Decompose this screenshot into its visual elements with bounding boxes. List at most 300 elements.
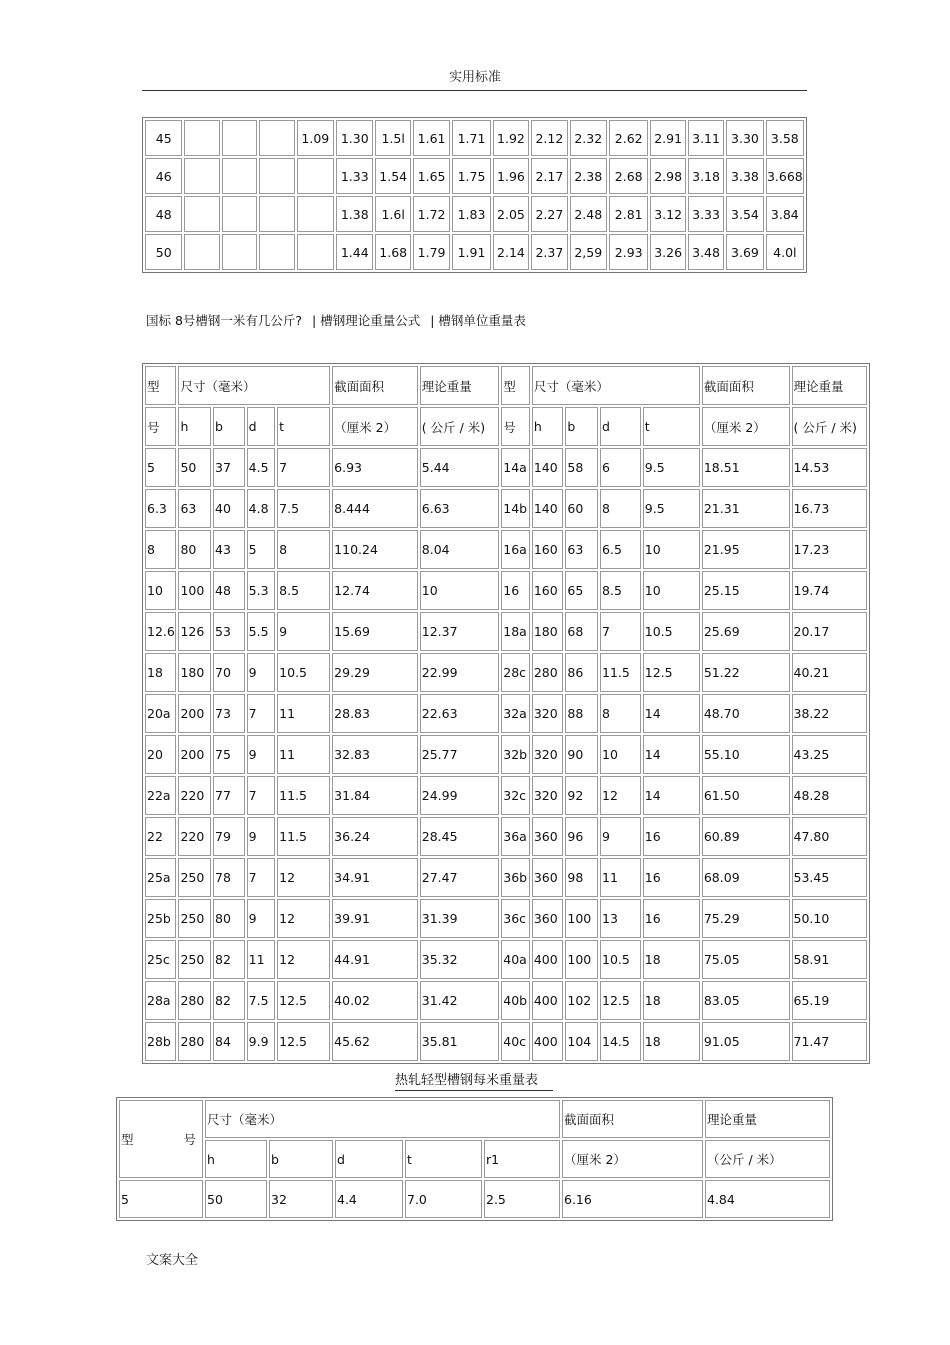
table-cell: 86 xyxy=(565,653,598,692)
table-cell: 6.3 xyxy=(145,489,176,528)
table-cell: 9 xyxy=(247,817,276,856)
table-cell xyxy=(222,158,257,194)
table-cell: 1.44 xyxy=(336,234,373,270)
table-cell: 2.91 xyxy=(650,120,685,156)
table-cell: 82 xyxy=(213,940,245,979)
table-cell xyxy=(222,120,257,156)
table-cell: 48 xyxy=(213,571,245,610)
t3-col-weight-unit: （公斤 / 米） xyxy=(705,1140,830,1178)
table-cell: 2.98 xyxy=(650,158,685,194)
table-cell: 400 xyxy=(532,981,564,1020)
table-row xyxy=(145,981,867,1020)
table-cell: 5.44 xyxy=(420,448,500,487)
table-cell: 9.5 xyxy=(643,448,700,487)
table-cell: 12.5 xyxy=(277,1022,330,1061)
table-cell: 47.80 xyxy=(792,817,867,856)
table-cell: 31.39 xyxy=(420,899,500,938)
table-row xyxy=(145,899,867,938)
table-cell: 83.05 xyxy=(702,981,790,1020)
table-cell: 11.5 xyxy=(277,776,330,815)
table-cell: 31.84 xyxy=(332,776,418,815)
table-cell: 400 xyxy=(532,940,564,979)
table-cell: 32c xyxy=(501,776,530,815)
table-cell: 4.8 xyxy=(247,489,276,528)
table-cell: 25c xyxy=(145,940,176,979)
table-cell: 18a xyxy=(501,612,530,651)
table-row xyxy=(145,1022,867,1061)
table-cell: 46 xyxy=(145,158,182,194)
table-cell: 88 xyxy=(565,694,598,733)
table-cell: 280 xyxy=(178,1022,211,1061)
table-cell: 25.15 xyxy=(702,571,790,610)
table-cell: 7 xyxy=(247,694,276,733)
table-cell: 1.83 xyxy=(452,196,490,232)
table-cell xyxy=(184,234,219,270)
table-cell: 2.48 xyxy=(570,196,607,232)
table-cell: 100 xyxy=(565,940,598,979)
table-cell: 32 xyxy=(269,1180,333,1218)
table-cell: 4.0l xyxy=(766,234,804,270)
table-cell: 55.10 xyxy=(702,735,790,774)
table-cell xyxy=(297,158,334,194)
table-cell: 14 xyxy=(643,694,700,733)
table-cell xyxy=(297,196,334,232)
table-cell: 100 xyxy=(178,571,211,610)
table-cell: 36a xyxy=(501,817,530,856)
table-cell: 90 xyxy=(565,735,598,774)
table-cell: 70 xyxy=(213,653,245,692)
table-cell: 1.33 xyxy=(336,158,373,194)
table-cell: 12 xyxy=(600,776,641,815)
col-weight-unit-2: ( 公斤 / 米) xyxy=(792,407,867,446)
table-cell: 82 xyxy=(213,981,245,1020)
table-cell: 360 xyxy=(532,817,564,856)
table-cell: 37 xyxy=(213,448,245,487)
table-cell: 2.93 xyxy=(609,234,648,270)
table-cell: 40c xyxy=(501,1022,530,1061)
table-cell: 360 xyxy=(532,899,564,938)
table-cell: 3.12 xyxy=(650,196,685,232)
table-row xyxy=(145,489,867,528)
table-cell: 36c xyxy=(501,899,530,938)
table-cell: 1.75 xyxy=(452,158,490,194)
table-cell: 8.444 xyxy=(332,489,418,528)
table-cell: 40a xyxy=(501,940,530,979)
table-cell: 51.22 xyxy=(702,653,790,692)
t3-col-h: h xyxy=(205,1140,267,1178)
table-cell: 14b xyxy=(501,489,530,528)
table-cell: 280 xyxy=(532,653,564,692)
table-cell: 5.3 xyxy=(247,571,276,610)
table-cell: 68.09 xyxy=(702,858,790,897)
table-cell: 18 xyxy=(643,981,700,1020)
table-cell: 38.22 xyxy=(792,694,867,733)
table-cell: 1.72 xyxy=(413,196,450,232)
table-cell xyxy=(297,234,334,270)
table-cell: 9 xyxy=(247,653,276,692)
col-xing: 型 xyxy=(145,366,176,405)
table-cell: 27.47 xyxy=(420,858,500,897)
table-cell: 5 xyxy=(119,1180,203,1218)
table-cell: 9 xyxy=(600,817,641,856)
t3-col-area-unit: （厘米 2） xyxy=(562,1140,703,1178)
table-cell: 10 xyxy=(600,735,641,774)
t3-col-d: d xyxy=(335,1140,403,1178)
table-cell: 44.91 xyxy=(332,940,418,979)
table-cell: 50.10 xyxy=(792,899,867,938)
table-cell: 6.16 xyxy=(562,1180,703,1218)
table-cell: 19.74 xyxy=(792,571,867,610)
light-channel-caption: 热轧轻型槽钢每米重量表 xyxy=(395,1069,553,1091)
table-cell: 12.74 xyxy=(332,571,418,610)
table-cell: 78 xyxy=(213,858,245,897)
table-cell: 28.45 xyxy=(420,817,500,856)
table-cell: 220 xyxy=(178,776,211,815)
table-cell: 9.5 xyxy=(643,489,700,528)
table-cell: 20.17 xyxy=(792,612,867,651)
table-cell: 2.32 xyxy=(570,120,607,156)
table-cell: 73 xyxy=(213,694,245,733)
table-row xyxy=(145,234,804,270)
col-t: t xyxy=(277,407,330,446)
table-cell: 79 xyxy=(213,817,245,856)
table-cell: 3.38 xyxy=(726,158,763,194)
related-links xyxy=(146,311,532,329)
table-cell: 68 xyxy=(565,612,598,651)
table-cell: 100 xyxy=(565,899,598,938)
table-cell: 6.5 xyxy=(600,530,641,569)
table-cell: 320 xyxy=(532,735,564,774)
table-row xyxy=(145,694,867,733)
table-cell: 71.47 xyxy=(792,1022,867,1061)
table-cell: 2,59 xyxy=(570,234,607,270)
table-cell: 1.30 xyxy=(336,120,373,156)
table-cell: 25b xyxy=(145,899,176,938)
table-cell: 58 xyxy=(565,448,598,487)
table-cell: 4.5 xyxy=(247,448,276,487)
table-cell: 8.04 xyxy=(420,530,500,569)
table-cell: 40 xyxy=(213,489,245,528)
table-cell: 14a xyxy=(501,448,530,487)
table-cell: 2.81 xyxy=(609,196,648,232)
table-cell: 1.65 xyxy=(413,158,450,194)
table-cell: 80 xyxy=(213,899,245,938)
table-cell: 60.89 xyxy=(702,817,790,856)
table-row xyxy=(145,448,867,487)
table-cell: 22 xyxy=(145,817,176,856)
table-cell: 200 xyxy=(178,694,211,733)
table-cell: 220 xyxy=(178,817,211,856)
table-cell: 3.668 xyxy=(766,158,804,194)
table-cell: 5 xyxy=(247,530,276,569)
table-cell: 250 xyxy=(178,858,211,897)
col-d-2: d xyxy=(600,407,641,446)
table-cell: 21.95 xyxy=(702,530,790,569)
table-cell: 180 xyxy=(178,653,211,692)
table-cell: 12.37 xyxy=(420,612,500,651)
col-area-2: 截面面积 xyxy=(702,366,790,405)
table-cell: 50 xyxy=(145,234,182,270)
table-cell xyxy=(259,234,294,270)
table-cell: 31.42 xyxy=(420,981,500,1020)
table-cell: 58.91 xyxy=(792,940,867,979)
table-cell: 40b xyxy=(501,981,530,1020)
table-cell: 1.96 xyxy=(493,158,529,194)
table-cell: 2.68 xyxy=(609,158,648,194)
table-row xyxy=(145,653,867,692)
table-cell: 16 xyxy=(643,899,700,938)
table-cell: 45 xyxy=(145,120,182,156)
table-cell: 11.5 xyxy=(277,817,330,856)
table-cell: 4.84 xyxy=(705,1180,830,1218)
table-cell: 110.24 xyxy=(332,530,418,569)
col-weight-2: 理论重量 xyxy=(792,366,867,405)
table-cell: 12 xyxy=(277,899,330,938)
table-cell: 10 xyxy=(643,530,700,569)
table-cell: 8 xyxy=(600,489,641,528)
table-cell: 43 xyxy=(213,530,245,569)
col-h-2: h xyxy=(532,407,564,446)
table-cell: 2.37 xyxy=(531,234,567,270)
table-cell: 1.54 xyxy=(375,158,410,194)
table-cell: 75 xyxy=(213,735,245,774)
table-cell xyxy=(222,234,257,270)
table-cell: 11 xyxy=(277,735,330,774)
table-row xyxy=(145,940,867,979)
table-cell: 75.05 xyxy=(702,940,790,979)
table-cell: 126 xyxy=(178,612,211,651)
table-cell: 1.5l xyxy=(375,120,410,156)
table-cell: 3.33 xyxy=(688,196,724,232)
table-row xyxy=(145,817,867,856)
table-cell: 2.38 xyxy=(570,158,607,194)
table-cell: 6.63 xyxy=(420,489,500,528)
table-cell: 3.11 xyxy=(688,120,724,156)
table-cell: 12.5 xyxy=(600,981,641,1020)
table-cell: 40.02 xyxy=(332,981,418,1020)
table-cell: 11.5 xyxy=(600,653,641,692)
table-cell: 16 xyxy=(501,571,530,610)
table-cell: 2.62 xyxy=(609,120,648,156)
table-cell: 7 xyxy=(247,858,276,897)
table-cell: 16.73 xyxy=(792,489,867,528)
table-cell: 1.91 xyxy=(452,234,490,270)
table-cell: 2.17 xyxy=(531,158,567,194)
col-b-2: b xyxy=(565,407,598,446)
table-cell: 12 xyxy=(277,858,330,897)
table-cell: 10 xyxy=(420,571,500,610)
table-cell: 53 xyxy=(213,612,245,651)
table-cell: 28a xyxy=(145,981,176,1020)
table-cell: 13 xyxy=(600,899,641,938)
table-cell: 180 xyxy=(532,612,564,651)
col-weight: 理论重量 xyxy=(420,366,500,405)
table-row xyxy=(145,196,804,232)
table-cell: 16a xyxy=(501,530,530,569)
table-cell: 9 xyxy=(277,612,330,651)
t3-col-t: t xyxy=(405,1140,482,1178)
table-cell: 25a xyxy=(145,858,176,897)
col-h: h xyxy=(178,407,211,446)
table-cell: 14.53 xyxy=(792,448,867,487)
table-cell: 7.5 xyxy=(277,489,330,528)
col-size-2: 尺寸（毫米） xyxy=(532,366,700,405)
table-cell: 35.32 xyxy=(420,940,500,979)
weight-table-continued xyxy=(142,117,807,273)
table-cell xyxy=(259,196,294,232)
table-cell: 77 xyxy=(213,776,245,815)
table-cell: 9 xyxy=(247,735,276,774)
col-t-2: t xyxy=(643,407,700,446)
table-cell: 80 xyxy=(178,530,211,569)
table-cell xyxy=(184,158,219,194)
t3-col-model xyxy=(119,1100,203,1178)
col-xing-2: 型 xyxy=(501,366,530,405)
table-cell: 3.48 xyxy=(688,234,724,270)
table-cell: 34.91 xyxy=(332,858,418,897)
table-cell: 400 xyxy=(532,1022,564,1061)
table-cell: 12 xyxy=(277,940,330,979)
table-cell: 39.91 xyxy=(332,899,418,938)
table-cell: 65.19 xyxy=(792,981,867,1020)
table-cell: 1.6l xyxy=(375,196,410,232)
table-cell: 22.99 xyxy=(420,653,500,692)
table-cell: 18 xyxy=(145,653,176,692)
table-cell: 32b xyxy=(501,735,530,774)
table-cell: 22a xyxy=(145,776,176,815)
table-row xyxy=(145,858,867,897)
table-cell: 17.23 xyxy=(792,530,867,569)
table-cell: 20a xyxy=(145,694,176,733)
table-cell: 22.63 xyxy=(420,694,500,733)
table-cell: 3.84 xyxy=(766,196,804,232)
col-weight-unit: ( 公斤 / 米) xyxy=(420,407,500,446)
table-cell: 2.27 xyxy=(531,196,567,232)
table-cell: 11 xyxy=(247,940,276,979)
link-weight-formula[interactable]: | 槽钢理论重量公式 xyxy=(312,313,421,328)
table-cell: 2.14 xyxy=(493,234,529,270)
header-divider xyxy=(142,90,807,91)
table-cell: 65 xyxy=(565,571,598,610)
table-cell: 61.50 xyxy=(702,776,790,815)
table-row xyxy=(145,776,867,815)
t3-col-b: b xyxy=(269,1140,333,1178)
table-cell: 3.58 xyxy=(766,120,804,156)
t3-xing: 型 xyxy=(121,1132,134,1147)
table-cell: 3.26 xyxy=(650,234,685,270)
table-cell: 10 xyxy=(145,571,176,610)
table-cell: 7 xyxy=(277,448,330,487)
table-cell: 63 xyxy=(178,489,211,528)
table-row xyxy=(119,1180,830,1218)
table-cell: 3.69 xyxy=(726,234,763,270)
col-d: d xyxy=(247,407,276,446)
table-cell: 45.62 xyxy=(332,1022,418,1061)
table-cell: 25.69 xyxy=(702,612,790,651)
table-cell: 28c xyxy=(501,653,530,692)
table-cell xyxy=(184,196,219,232)
table-cell: 102 xyxy=(565,981,598,1020)
table-cell: 1.68 xyxy=(375,234,410,270)
table-cell: 320 xyxy=(532,694,564,733)
table-cell: 320 xyxy=(532,776,564,815)
table-cell: 1.79 xyxy=(413,234,450,270)
table-cell: 10.5 xyxy=(643,612,700,651)
col-area-unit: （厘米 2） xyxy=(332,407,418,446)
col-area: 截面面积 xyxy=(332,366,418,405)
table-cell: 140 xyxy=(532,489,564,528)
table-cell: 48.28 xyxy=(792,776,867,815)
table-cell: 91.05 xyxy=(702,1022,790,1061)
table-cell: 16 xyxy=(643,858,700,897)
table-cell: 14 xyxy=(643,735,700,774)
table-cell: 35.81 xyxy=(420,1022,500,1061)
table-cell xyxy=(259,120,294,156)
table-cell: 2.12 xyxy=(531,120,567,156)
table-row xyxy=(145,158,804,194)
table-cell: 9.9 xyxy=(247,1022,276,1061)
table-cell: 84 xyxy=(213,1022,245,1061)
table-row xyxy=(145,120,804,156)
table-cell: 12.5 xyxy=(277,981,330,1020)
table-row xyxy=(145,612,867,651)
table-cell: 7.5 xyxy=(247,981,276,1020)
table-cell: 2.05 xyxy=(493,196,529,232)
table-cell: 10.5 xyxy=(600,940,641,979)
table-cell xyxy=(184,120,219,156)
table-cell: 11 xyxy=(600,858,641,897)
table-cell: 50 xyxy=(178,448,211,487)
table-row xyxy=(145,571,867,610)
t3-col-area: 截面面积 xyxy=(562,1100,703,1138)
link-unit-weight-table[interactable]: | 槽钢单位重量表 xyxy=(430,313,526,328)
table-cell: 250 xyxy=(178,940,211,979)
table-cell: 1.38 xyxy=(336,196,373,232)
table-cell: 5 xyxy=(145,448,176,487)
table-cell: 29.29 xyxy=(332,653,418,692)
table-cell: 7 xyxy=(247,776,276,815)
table-cell: 8 xyxy=(277,530,330,569)
table-cell: 28.83 xyxy=(332,694,418,733)
table-cell: 3.54 xyxy=(726,196,763,232)
table-cell: 32a xyxy=(501,694,530,733)
table-cell: 1.71 xyxy=(452,120,490,156)
table-cell: 24.99 xyxy=(420,776,500,815)
table-cell: 16 xyxy=(643,817,700,856)
table-cell xyxy=(222,196,257,232)
table-cell: 43.25 xyxy=(792,735,867,774)
table-cell: 63 xyxy=(565,530,598,569)
table-cell: 36.24 xyxy=(332,817,418,856)
page-header: 实用标准 xyxy=(448,70,501,85)
table-cell: 2.5 xyxy=(484,1180,560,1218)
table-row xyxy=(145,735,867,774)
table-cell: 7 xyxy=(600,612,641,651)
table-cell: 8.5 xyxy=(277,571,330,610)
table-cell: 250 xyxy=(178,899,211,938)
table-cell: 360 xyxy=(532,858,564,897)
table-cell: 1.92 xyxy=(493,120,529,156)
link-8-channel-weight[interactable]: 国标 8号槽钢一米有几公斤? xyxy=(146,313,303,328)
t3-col-r1: r1 xyxy=(484,1140,560,1178)
table-cell: 6 xyxy=(600,448,641,487)
table-cell: 36b xyxy=(501,858,530,897)
table-cell: 8 xyxy=(145,530,176,569)
table-cell: 12.5 xyxy=(643,653,700,692)
table-cell: 53.45 xyxy=(792,858,867,897)
table-cell: 25.77 xyxy=(420,735,500,774)
table-cell: 75.29 xyxy=(702,899,790,938)
